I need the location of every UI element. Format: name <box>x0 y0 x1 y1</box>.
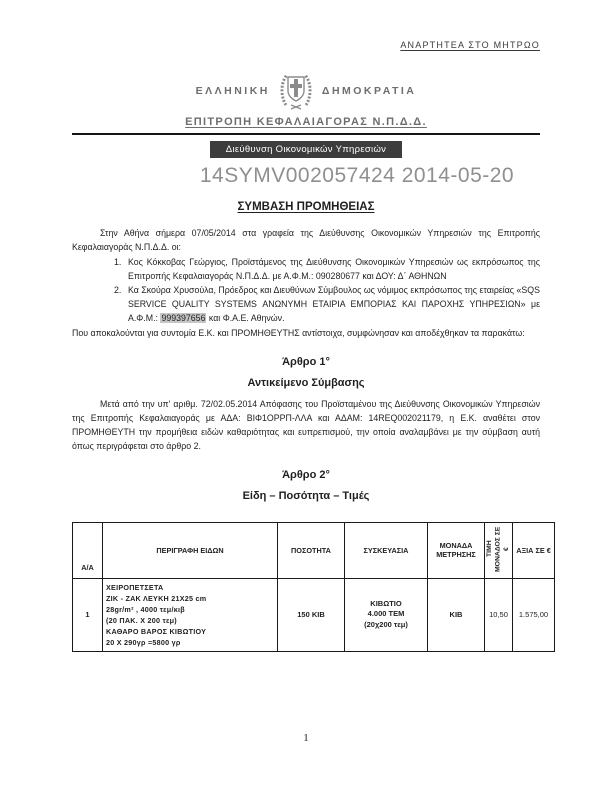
party-2-text <box>128 283 540 325</box>
republic-label-right: ΔΗΜΟΚΡΑΤΙΑ <box>321 85 417 97</box>
description-line: 28gr/m² , 4000 τεμ/κιβ <box>106 604 185 614</box>
cell-unit: ΚΙΒ <box>428 578 485 651</box>
packaging-line: ΚΙΒΩΤΙΟ <box>370 598 402 608</box>
packaging-line: 4.000 ΤΕΜ <box>367 609 405 619</box>
col-header-unit-price-text: ΤΙΜΗ ΜΟΝΑΔΟΣ ΣΕ € <box>486 526 510 572</box>
letterhead <box>72 68 540 114</box>
registry-posting-notice <box>72 40 540 50</box>
republic-label-left: ΕΛΛΗΝΙΚΗ <box>195 85 270 97</box>
description-line: ΧΕΙΡΟΠΕΤΣΕΤΑ <box>106 582 164 592</box>
col-header-description-text: ΠΕΡΙΓΡΑΦΗ ΕΙΔΩΝ <box>156 545 224 555</box>
authority-name <box>72 116 540 128</box>
article-1-body: Μετά από την υπ' αριθμ. 72/02.05.2014 Απόφασης του Προϊσταμένου της Διεύθυνσης Οικονομικών Υπηρεσιών της Επιτροπής Κεφαλαιαγοράς με ΑΔΑ: ΒΙΦ1ΟΡΡΠ-ΛΛΑ και ΑΔΑΜ: 14REQ002021179, η Ε.Κ. αναθέτει στον ΠΡΟΜΗΘΕΥΤΗ την προμήθεια ειδών καθαριότητας και ευπρεπισμού, την οποία αναλαμβάνει με την σύμβαση αυτή όπως περιγράφεται στο άρθρο 2. <box>72 399 540 451</box>
col-header-unit <box>428 523 485 579</box>
directorate-banner-wrap <box>72 139 540 158</box>
col-header-value-text: ΑΞΙΑ ΣΕ € <box>516 545 551 555</box>
col-header-description <box>103 523 278 579</box>
article-1-subheading: Αντικείμενο Σύμβασης <box>247 377 365 389</box>
kimdis-registry-code: 14SYMV002057424 2014-05-20 <box>199 164 515 187</box>
directorate-banner: Διεύθυνση Οικονομικών Υπηρεσιών <box>210 141 402 158</box>
party-2-afm-highlighted: 999397656 <box>161 313 206 323</box>
closing-paragraph: Που αποκαλούνται για συντομία Ε.Κ. και ΠΡΟΜΗΘΕΥΤΗΣ αντίστοιχα, συμφώνησαν και αποδέχθηκαν τα παρακάτω: <box>72 328 525 338</box>
cell-unit-price: 10,50 <box>485 578 513 651</box>
intro-paragraph: Στην Αθήνα σήμερα 07/05/2014 στα γραφεία της Διεύθυνσης Οικονομικών Υπηρεσιών της Επιτροπής Κεφαλαιαγοράς Ν.Π.Δ.Δ. οι: <box>72 228 540 252</box>
cell-description <box>103 578 278 651</box>
col-header-unit-price <box>485 523 513 579</box>
article-2-subheading: Είδη – Ποσότητα – Τιμές <box>242 490 370 502</box>
table-row <box>73 578 555 651</box>
party-1-text: Κος Κόκκοβας Γεώργιος, Προϊστάμενος της Διεύθυνσης Οικονομικών Υπηρεσιών ως εκπρόσωπος της Επιτροπής Κεφαλαιαγοράς Ν.Π.Δ.Δ. με Α.Φ.Μ.: 090280677 και ΔΟΥ: Δ΄ ΑΘΗΝΩΝ <box>128 257 540 281</box>
document-title <box>72 201 540 213</box>
col-header-packaging-text: ΣΥΣΚΕΥΑΣΙΑ <box>363 545 409 555</box>
authority-name-text: ΕΠΙΤΡΟΠΗ ΚΕΦΑΛΑΙΑΓΟΡΑΣ Ν.Π.Δ.Δ. <box>185 116 427 128</box>
col-header-value <box>513 523 555 579</box>
col-header-packaging <box>345 523 428 579</box>
items-table-header-row <box>73 523 555 579</box>
cell-aa: 1 <box>73 578 103 651</box>
cell-value: 1.575,00 <box>513 578 555 651</box>
registry-posting-notice-text: ΑΝΑΡΤΗΤΕΑ ΣΤΟ ΜΗΤΡΩΟ <box>400 40 540 50</box>
party-2-text-before: Κα Σκούρα Χρυσούλα, Πρόεδρος και Διευθύνων Σύμβουλος ως νόμιμος εκπρόσωπος της εταιρείας «SQS SERVICE QUALITY SYSTEMS ΑΝΩΝΥΜΗ ΕΤΑΙΡΙΑ ΕΜΠΟΡΙΑΣ ΚΑΙ ΠΑΡΟΧΗΣ ΥΠΗΡΕΣΙΩΝ» με Α.Φ.Μ.: <box>128 285 540 323</box>
col-header-quantity-text: ΠΟΣΟΤΗΤΑ <box>291 545 331 555</box>
col-header-aa-text: Α/Α <box>81 563 94 572</box>
article-2-heading: Άρθρο 2° <box>282 469 330 481</box>
article-1-heading: Άρθρο 1° <box>282 356 330 368</box>
page-number: 1 <box>303 732 309 744</box>
header-divider <box>72 133 540 135</box>
items-table <box>72 522 555 652</box>
cell-packaging <box>345 578 428 651</box>
description-line: ΚΑΘΑΡΟ ΒΑΡΟΣ ΚΙΒΩΤΙΟΥ <box>106 626 207 636</box>
list-item-party-2 <box>114 283 540 325</box>
list-number: 2. <box>114 285 122 295</box>
parties-list <box>72 255 540 325</box>
cell-quantity: 150 ΚΙΒ <box>278 578 345 651</box>
col-header-quantity <box>278 523 345 579</box>
col-header-unit-text: ΜΟΝΑΔΑ ΜΕΤΡΗΣΗΣ <box>436 540 476 560</box>
description-line: 20 Χ 290γρ =5800 γρ <box>106 637 181 647</box>
document-title-text: ΣΥΜΒΑΣΗ ΠΡΟΜΗΘΕΙΑΣ <box>237 201 375 213</box>
list-item-party-1 <box>114 255 540 283</box>
party-2-text-after: και Φ.Α.Ε. Αθηνών. <box>206 313 285 323</box>
col-header-aa <box>73 523 103 579</box>
description-line: (20 ΠΑΚ. Χ 200 τεμ) <box>106 615 177 625</box>
packaging-line: (20χ200 τεμ) <box>364 619 408 629</box>
list-number: 1. <box>114 257 122 267</box>
description-line: ΖΙΚ - ΖΑΚ ΛΕΥΚΗ 21Χ25 cm <box>106 593 207 603</box>
greek-republic-emblem-icon <box>279 69 313 113</box>
